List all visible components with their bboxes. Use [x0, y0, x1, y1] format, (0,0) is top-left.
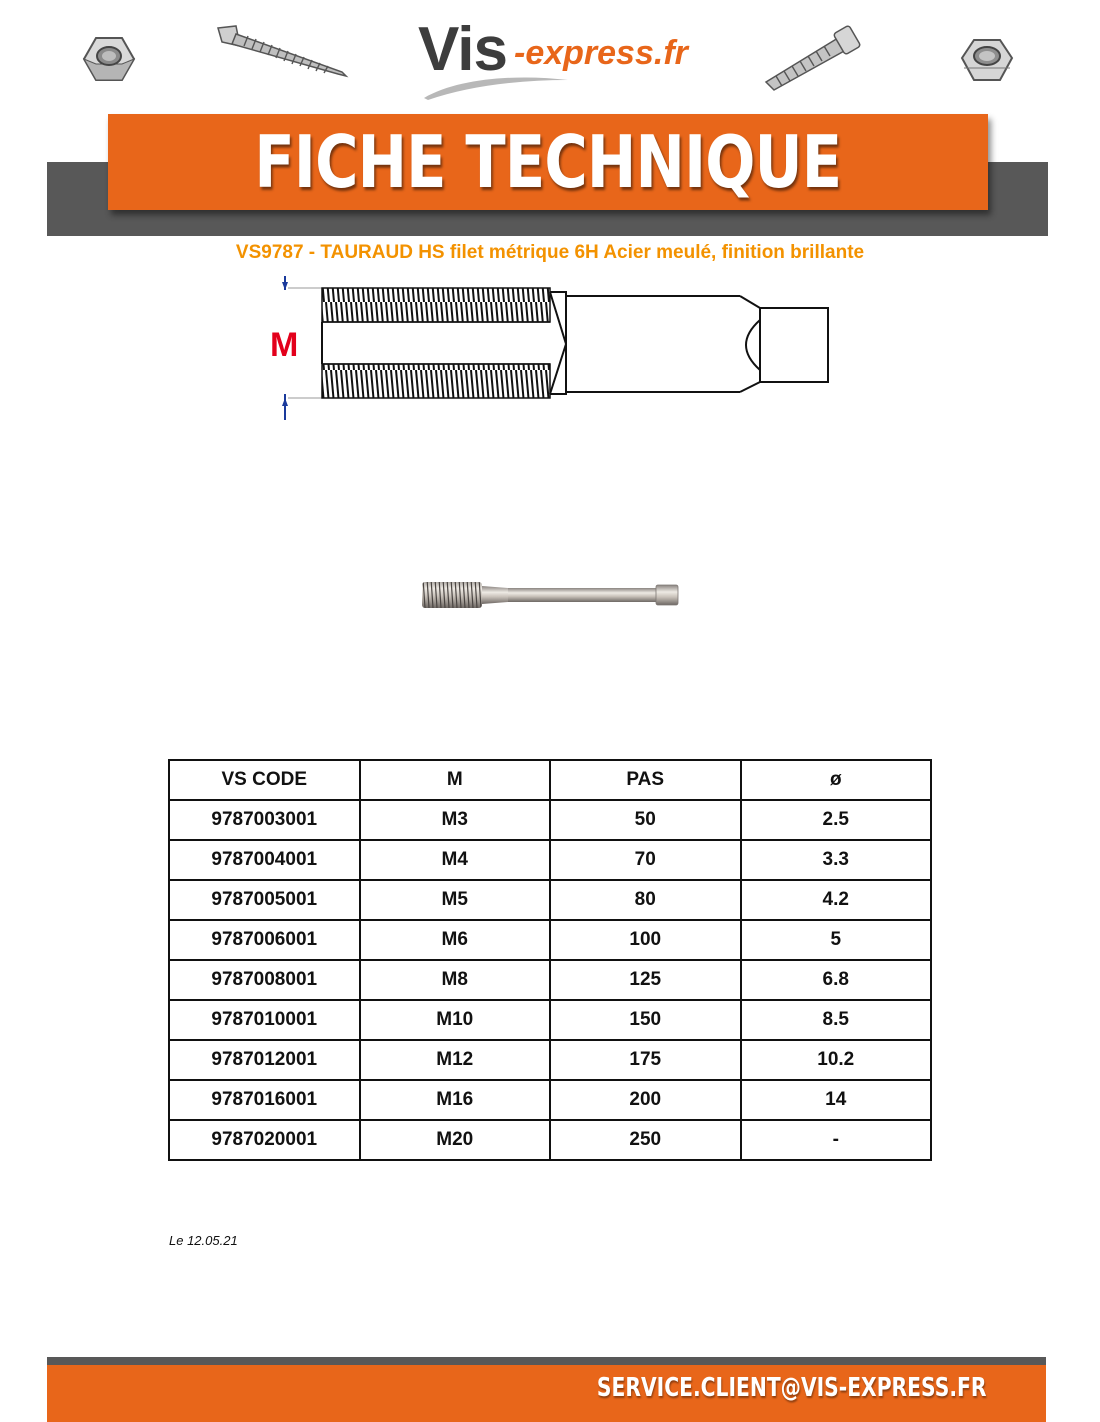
- product-title: VS9787 - TAURAUD HS filet métrique 6H Acier meulé, finition brillante: [235, 242, 865, 263]
- cell-pas: 50: [550, 800, 741, 840]
- document-date: Le 12.05.21: [169, 1233, 238, 1248]
- banner: [108, 114, 988, 210]
- table-row: [169, 1080, 931, 1120]
- cell-pas: 125: [550, 960, 741, 1000]
- col-header-diameter: ø: [741, 760, 932, 800]
- cell-m: M8: [360, 960, 551, 1000]
- cell-m: M12: [360, 1040, 551, 1080]
- table-row: [169, 800, 931, 840]
- cell-vs-code: 9787003001: [169, 800, 360, 840]
- cell-m: M20: [360, 1120, 551, 1160]
- cell-diameter: 10.2: [741, 1040, 932, 1080]
- cell-vs-code: 9787008001: [169, 960, 360, 1000]
- cell-diameter: 8.5: [741, 1000, 932, 1040]
- cell-pas: 80: [550, 880, 741, 920]
- hex-nut-right-icon: [960, 36, 1014, 84]
- logo-main-text: Vis: [418, 15, 507, 84]
- cell-pas: 150: [550, 1000, 741, 1040]
- diagram-m-label: M: [270, 326, 299, 364]
- footer-email-link[interactable]: SERVICE.CLIENT@VIS-EXPRESS.FR: [596, 1373, 986, 1403]
- cell-m: M6: [360, 920, 551, 960]
- cell-m: M10: [360, 1000, 551, 1040]
- specs-table: [168, 759, 932, 1161]
- cell-m: M16: [360, 1080, 551, 1120]
- cell-m: M4: [360, 840, 551, 880]
- table-row: [169, 840, 931, 880]
- table-header-row: [169, 760, 931, 800]
- cell-m: M3: [360, 800, 551, 840]
- cell-pas: 200: [550, 1080, 741, 1120]
- cell-diameter: 2.5: [741, 800, 932, 840]
- tap-technical-drawing: [270, 268, 840, 428]
- cell-pas: 70: [550, 840, 741, 880]
- cell-pas: 100: [550, 920, 741, 960]
- cell-vs-code: 9787016001: [169, 1080, 360, 1120]
- cell-vs-code: 9787004001: [169, 840, 360, 880]
- cell-m: M5: [360, 880, 551, 920]
- cell-diameter: -: [741, 1120, 932, 1160]
- footer-bar: [47, 1365, 1046, 1422]
- footer-gray-band: [47, 1357, 1046, 1365]
- cell-diameter: 14: [741, 1080, 932, 1120]
- cell-diameter: 6.8: [741, 960, 932, 1000]
- hex-nut-left-icon: [82, 34, 136, 84]
- cell-vs-code: 9787006001: [169, 920, 360, 960]
- table-row: [169, 920, 931, 960]
- cell-pas: 175: [550, 1040, 741, 1080]
- table-row: [169, 1120, 931, 1160]
- table-row: [169, 1000, 931, 1040]
- cell-vs-code: 9787005001: [169, 880, 360, 920]
- col-header-pas: PAS: [550, 760, 741, 800]
- banner-title: FICHE TECHNIQUE: [254, 120, 842, 204]
- machine-screw-icon: [762, 22, 864, 92]
- vis-express-logo: [418, 14, 688, 102]
- table-row: [169, 1040, 931, 1080]
- table-row: [169, 880, 931, 920]
- wood-screw-icon: [214, 24, 350, 80]
- cell-vs-code: 9787010001: [169, 1000, 360, 1040]
- cell-diameter: 3.3: [741, 840, 932, 880]
- table-row: [169, 960, 931, 1000]
- logo-domain-text: -express.fr: [514, 34, 688, 72]
- cell-pas: 250: [550, 1120, 741, 1160]
- tap-product-photo: [418, 578, 682, 612]
- cell-vs-code: 9787020001: [169, 1120, 360, 1160]
- cell-diameter: 5: [741, 920, 932, 960]
- logo-swoosh-icon: [418, 72, 578, 102]
- cell-vs-code: 9787012001: [169, 1040, 360, 1080]
- col-header-vs-code: VS CODE: [169, 760, 360, 800]
- cell-diameter: 4.2: [741, 880, 932, 920]
- col-header-m: M: [360, 760, 551, 800]
